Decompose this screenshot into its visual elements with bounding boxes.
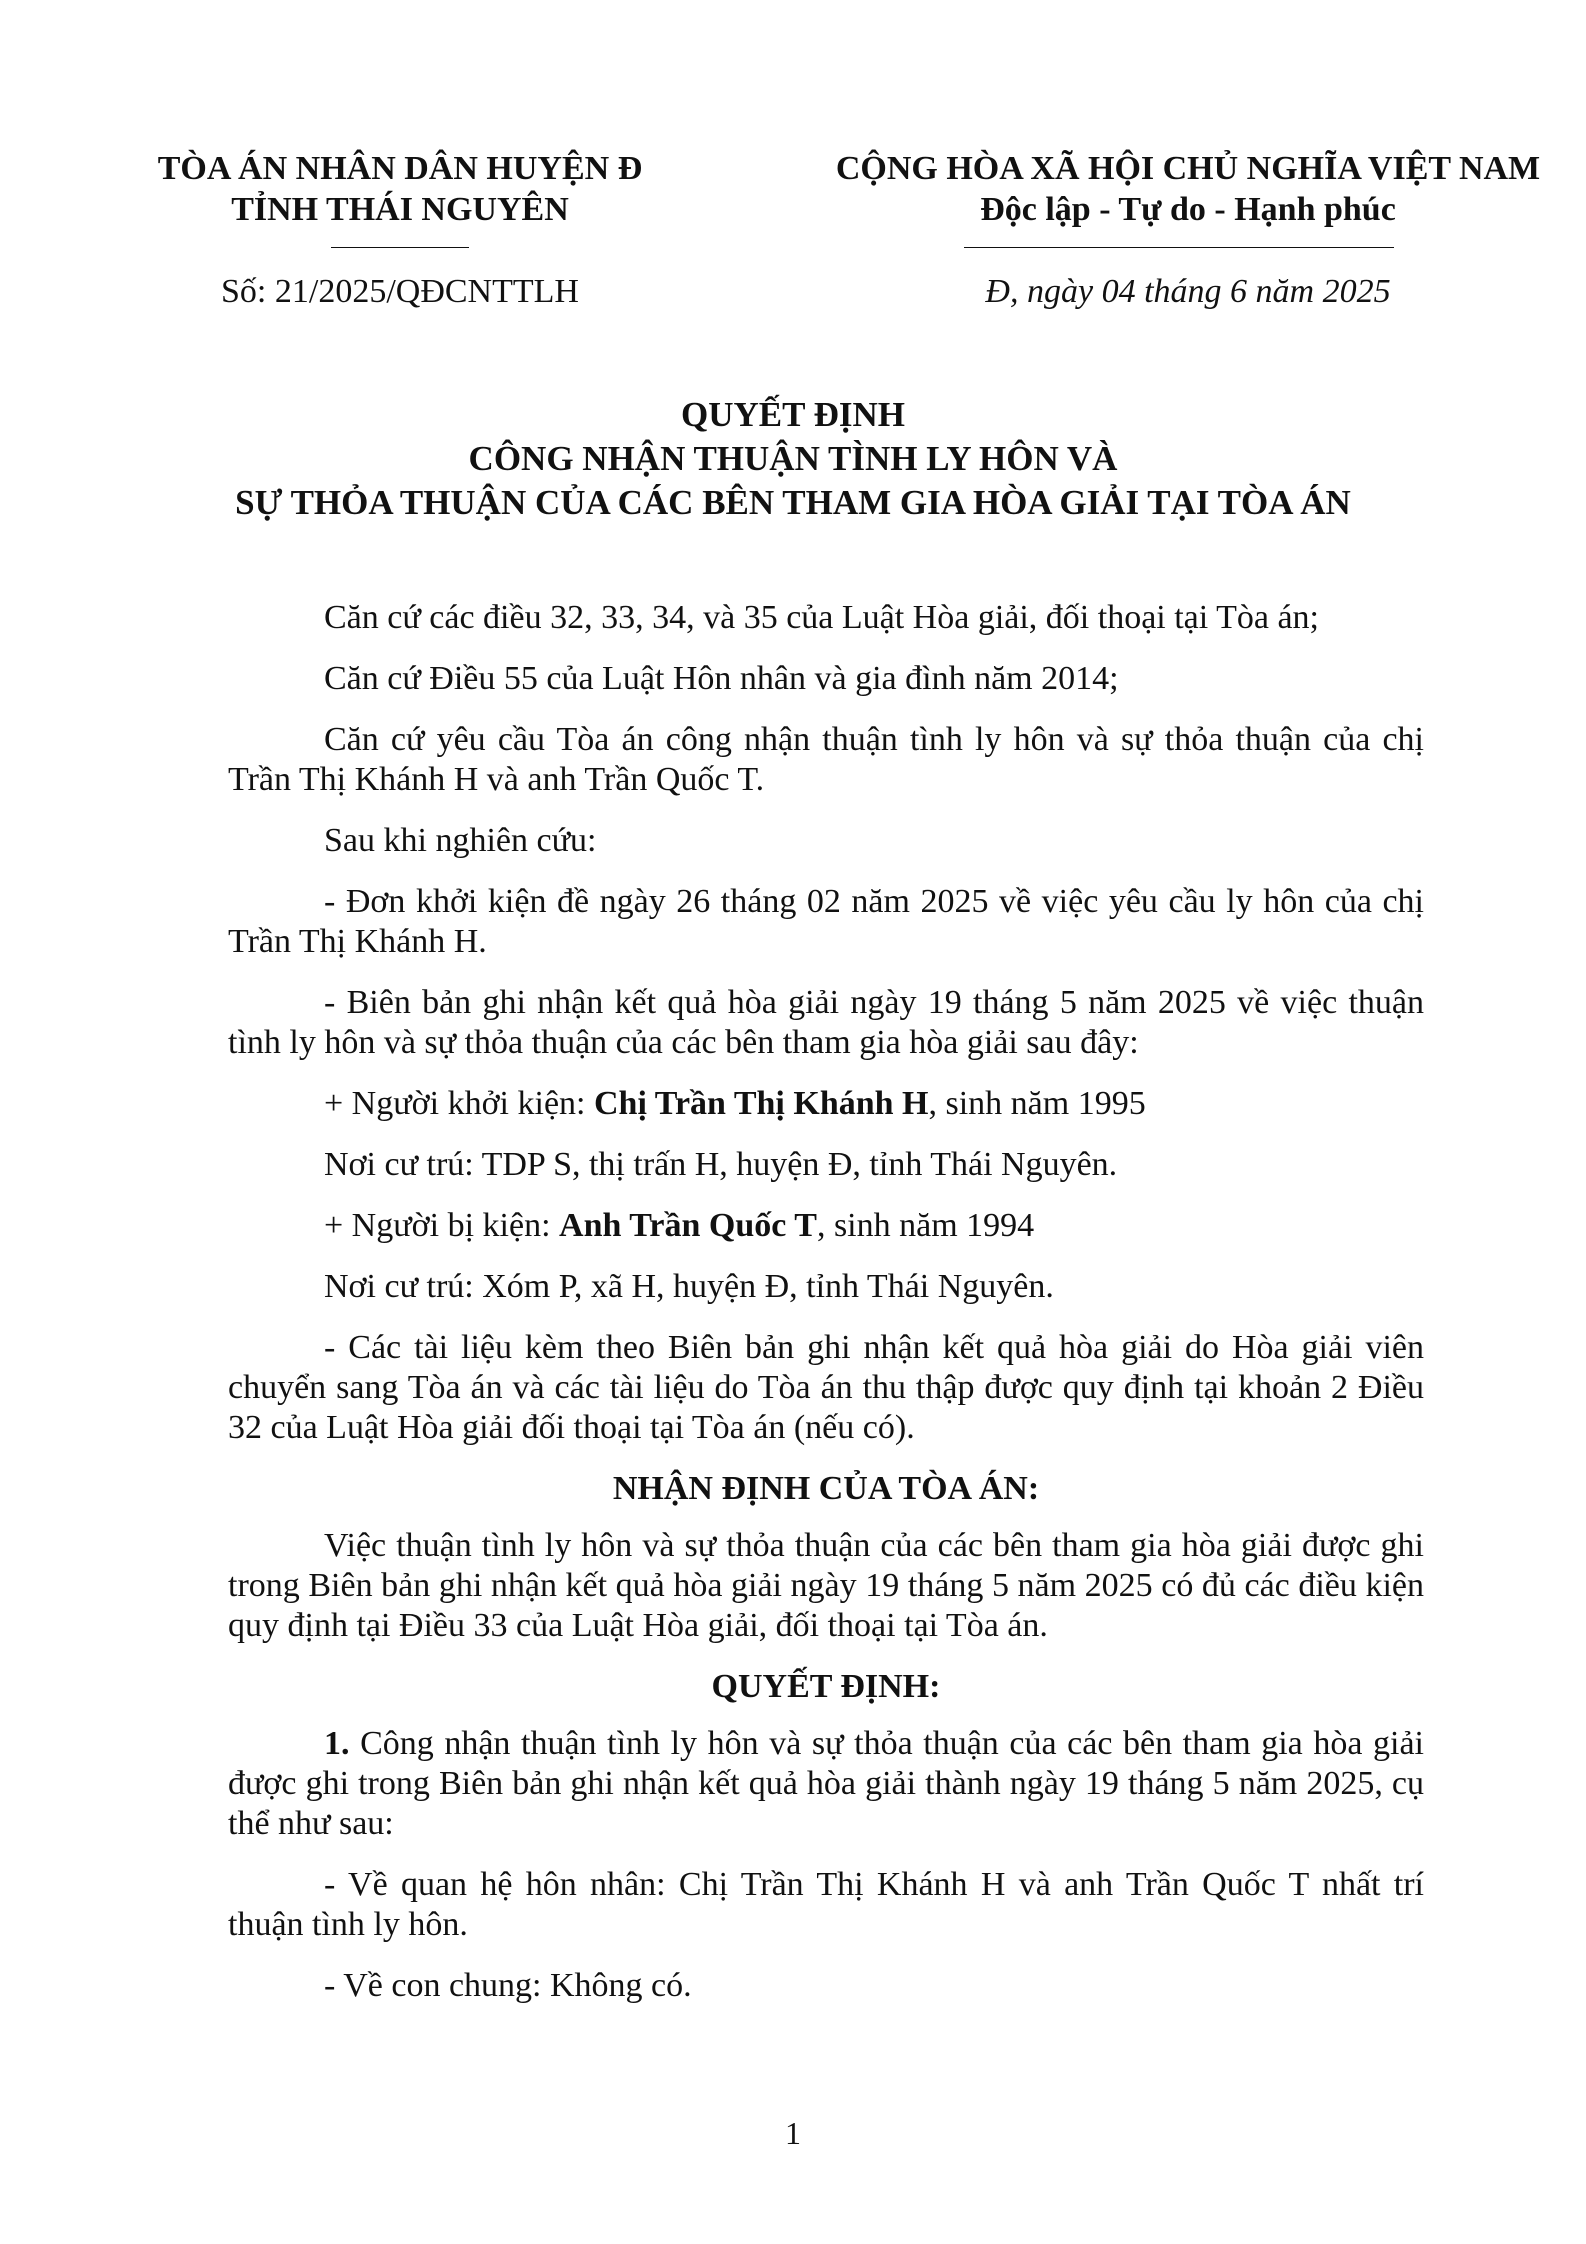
- court-name-line2: TỈNH THÁI NGUYÊN: [231, 191, 569, 228]
- court-underline: [331, 247, 469, 248]
- decision-item-1-number: 1.: [324, 1725, 350, 1762]
- marriage-relation: - Về quan hệ hôn nhân: Chị Trần Thị Khánh H và anh Trần Quốc T nhất trí thuận tình ly hôn.: [228, 1866, 1424, 1943]
- republic-motto: Độc lập - Tự do - Hạnh phúc: [980, 191, 1396, 228]
- republic-name: CỘNG HÒA XÃ HỘI CHỦ NGHĨA VIỆT NAM: [835, 150, 1541, 187]
- plaintiff-name: Chị Trần Thị Khánh H: [594, 1085, 929, 1122]
- page-number: 1: [785, 2115, 801, 2151]
- legal-basis-3: Căn cứ yêu cầu Tòa án công nhận thuận tình ly hôn và sự thỏa thuận của chị Trần Thị Khánh H và anh Trần Quốc T.: [228, 721, 1424, 798]
- assessment-text: Việc thuận tình ly hôn và sự thỏa thuận của các bên tham gia hòa giải được ghi trong Biên bản ghi nhận kết quả hòa giải ngày 19 tháng 5 năm 2025 có đủ các điều kiện quy định tại Điều 33 của Luật Hòa giải, đối thoại tại Tòa án.: [228, 1527, 1424, 1644]
- decision-title: QUYẾT ĐỊNH: [681, 395, 905, 434]
- study-item-lawsuit: - Đơn khởi kiện đề ngày 26 tháng 02 năm 2025 về việc yêu cầu ly hôn của chị Trần Thị Khánh H.: [228, 883, 1424, 960]
- plaintiff-line: [228, 1084, 1424, 1124]
- legal-basis-2: Căn cứ Điều 55 của Luật Hôn nhân và gia đình năm 2014;: [324, 660, 1119, 697]
- study-intro: Sau khi nghiên cứu:: [324, 822, 597, 859]
- defendant-birth-year: , sinh năm 1994: [816, 1207, 1035, 1244]
- defendant-line: [228, 1206, 1424, 1246]
- plaintiff-birth-year: , sinh năm 1995: [928, 1085, 1146, 1122]
- decision-item-1: [228, 1724, 1424, 1844]
- document-body: [228, 598, 1424, 2027]
- decision-heading: QUYẾT ĐỊNH:: [711, 1668, 941, 1705]
- plaintiff-address: Nơi cư trú: TDP S, thị trấn H, huyện Đ, tỉnh Thái Nguyên.: [324, 1146, 1118, 1183]
- common-children: - Về con chung: Không có.: [324, 1967, 692, 2004]
- defendant-label: + Người bị kiện:: [324, 1207, 560, 1244]
- decision-subtitle-line1: CÔNG NHẬN THUẬN TÌNH LY HÔN VÀ: [468, 439, 1118, 478]
- study-item-attachments: - Các tài liệu kèm theo Biên bản ghi nhận kết quả hòa giải do Hòa giải viên chuyển sang Tòa án và các tài liệu do Tòa án thu thập được quy định tại khoản 2 Điều 32 của Luật Hòa giải đối thoại tại Tòa án (nếu có).: [228, 1329, 1424, 1446]
- decision-subtitle-line2: SỰ THỎA THUẬN CỦA CÁC BÊN THAM GIA HÒA GIẢI TẠI TÒA ÁN: [235, 483, 1351, 522]
- court-name-line1: TÒA ÁN NHÂN DÂN HUYỆN Đ: [157, 150, 643, 187]
- defendant-name: Anh Trần Quốc T: [559, 1207, 817, 1244]
- decision-item-1-text: Công nhận thuận tình ly hôn và sự thỏa thuận của các bên tham gia hòa giải được ghi trong Biên bản ghi nhận kết quả hòa giải thành ngày 19 tháng 5 năm 2025, cụ thể như sau:: [228, 1725, 1424, 1842]
- study-item-minutes: - Biên bản ghi nhận kết quả hòa giải ngày 19 tháng 5 năm 2025 về việc thuận tình ly hôn và sự thỏa thuận của các bên tham gia hòa giải sau đây:: [228, 984, 1424, 1061]
- assessment-heading: NHẬN ĐỊNH CỦA TÒA ÁN:: [612, 1470, 1040, 1507]
- document-number: Số: 21/2025/QĐCNTTLH: [221, 273, 579, 310]
- issue-date: Đ, ngày 04 tháng 6 năm 2025: [985, 273, 1391, 310]
- motto-underline: [964, 247, 1394, 248]
- legal-basis-1: Căn cứ các điều 32, 33, 34, và 35 của Luật Hòa giải, đối thoại tại Tòa án;: [324, 599, 1319, 636]
- plaintiff-label: + Người khởi kiện:: [324, 1085, 594, 1122]
- defendant-address: Nơi cư trú: Xóm P, xã H, huyện Đ, tỉnh Thái Nguyên.: [324, 1268, 1054, 1305]
